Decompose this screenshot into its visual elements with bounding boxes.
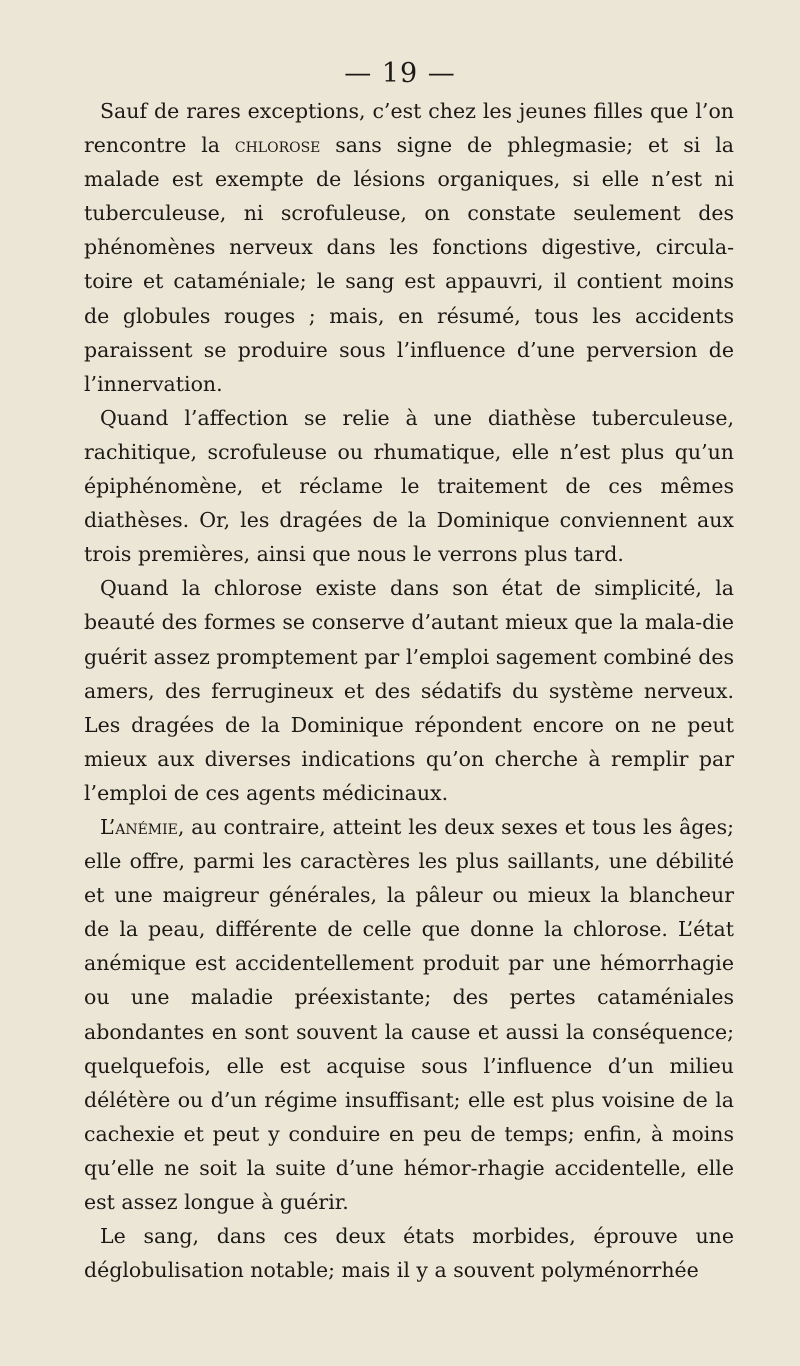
body-text	[84, 94, 734, 1287]
paragraph-text: Le sang, dans ces deux états morbides, éprouve une déglobulisation notable; mais il y a souvent polyménorrhée	[84, 1224, 734, 1283]
paragraph-diathese	[84, 401, 734, 571]
paragraph-anemie	[84, 810, 734, 1219]
paragraph-simplicite	[84, 571, 734, 810]
paragraph-text: L’	[100, 814, 116, 839]
paragraph-chlorose	[84, 94, 734, 401]
paragraph-text: Quand l’affection se relie à une diathèse tuberculeuse, rachitique, scrofuleuse ou rhumatique, elle n’est plus qu’un épiphénomène, et réclame le traitement de ces mêmes diathèses. Or, les dragées de la Dominique conviennent aux trois premières, ainsi que nous le verrons plus tard.	[84, 405, 734, 567]
page-number: — 19 —	[344, 58, 456, 89]
paragraph-text: , au contraire, atteint les deux sexes et tous les âges; elle offre, parmi les caractères les plus saillants, une débilité et une maigreur générales, la pâleur ou mieux la blancheur de la peau, différente de celle que donne la chlorose. L’état anémique est accidentellement produit par une hémorrhagie ou une maladie préexistante; des pertes cataméniales abondantes en sont souvent la cause et aussi la conséquence; quelquefois, elle est acquise sous l’influence d’un milieu délétère ou d’un régime insuffisant; elle est plus voisine de la cachexie et peut y conduire en peu de temps; enfin, à moins qu’elle ne soit la suite d’une hémor-rhagie accidentelle, elle est assez longue à guérir.	[84, 814, 734, 1214]
paragraph-text: sans signe de phlegmasie; et si la malade est exempte de lésions organiques, si elle n’est ni tuberculeuse, ni scrofuleuse, on constate seulement des phénomènes nerveux dans les fonctions digestive, circula-toire et cataméniale; le sang est appauvri, il contient moins de globules rouges ; mais, en résumé, tous les accidents paraissent se produire sous l’influence d’une perversion de l’innervation.	[84, 133, 734, 396]
term-chlorose: chlorose	[234, 133, 321, 158]
paragraph-text: Sauf de rares exceptions, c’est chez les jeunes filles que l’on rencontre la	[84, 99, 734, 158]
paragraph-text: Quand la chlorose existe dans son état de simplicité, la beauté des formes se conserve d’autant mieux que la mala-die guérit assez promptement par l’emploi sagement combiné des amers, des ferrugineux et des sédatifs du système nerveux. Les dragées de la Dominique répondent encore on ne peut mieux aux diverses indications qu’on cherche à remplir par l’emploi de ces agents médicinaux.	[84, 576, 734, 805]
term-anemie: anémie	[115, 814, 178, 839]
paragraph-sang	[84, 1219, 734, 1287]
